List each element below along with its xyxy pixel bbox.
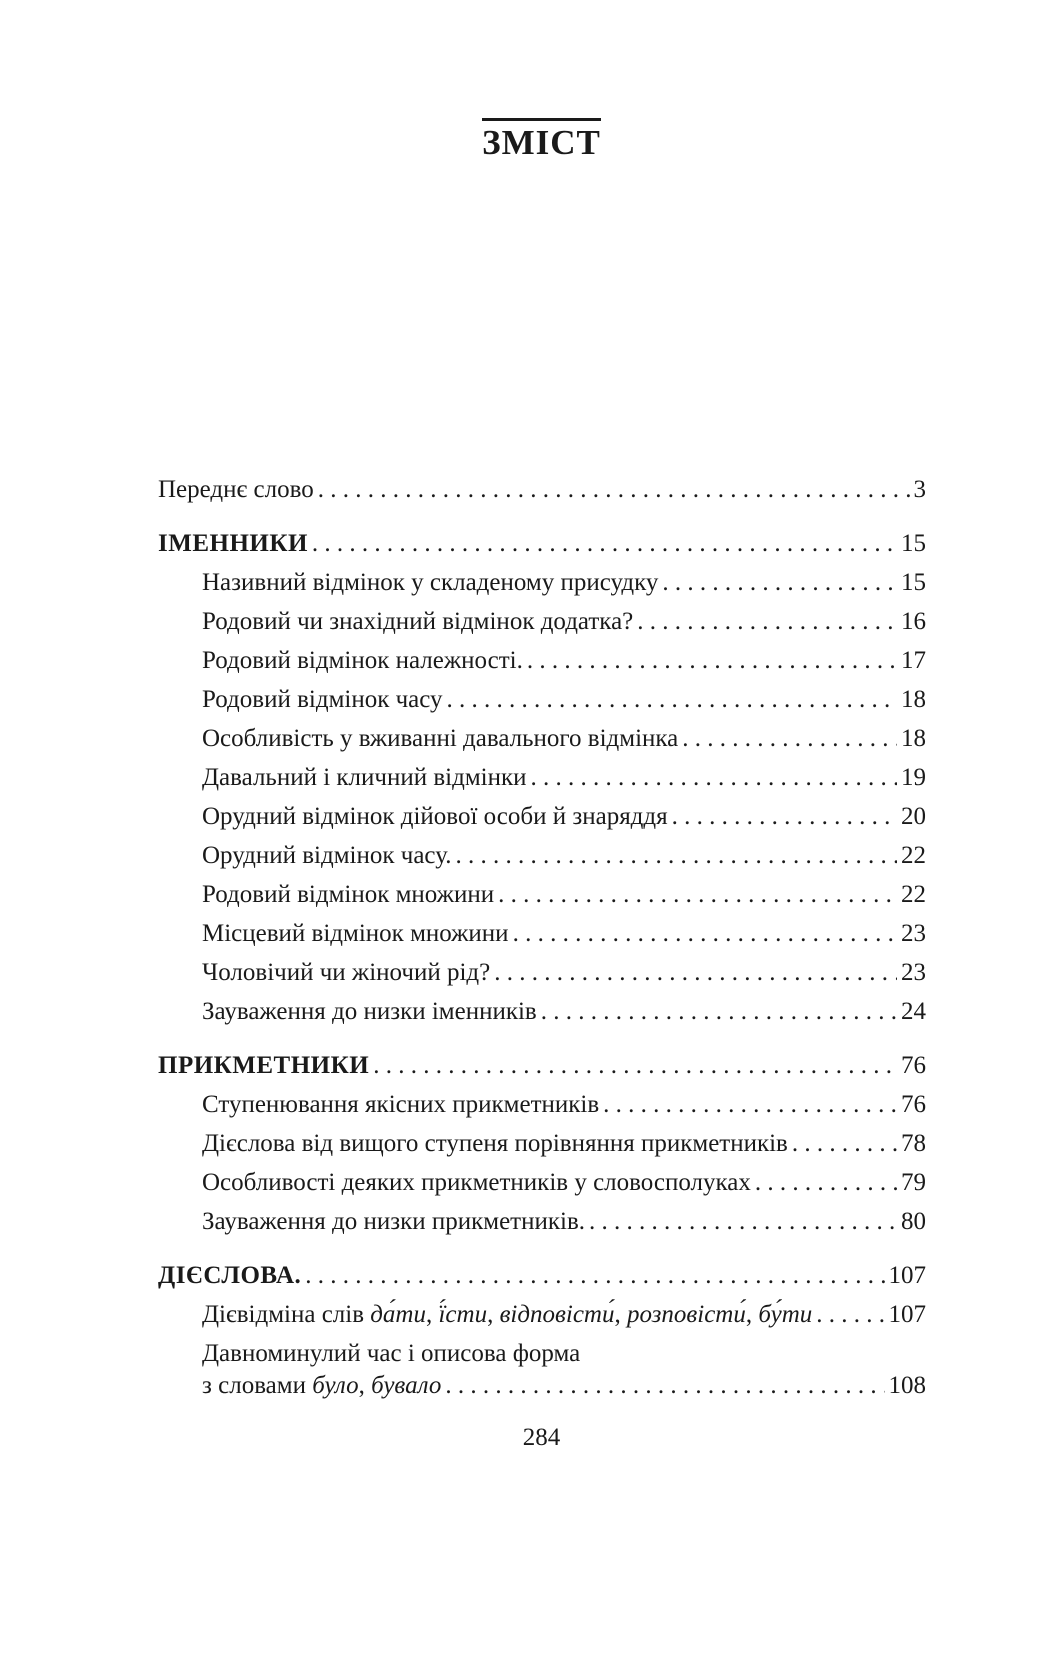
entry-title xyxy=(202,1085,599,1124)
entry-title xyxy=(202,602,633,641)
entry-title-part: Переднє слово xyxy=(158,476,314,503)
entry-title-part: Ступенювання якісних прикметників xyxy=(202,1091,600,1118)
dot-leader xyxy=(816,1295,884,1334)
entry-title xyxy=(202,875,494,914)
toc-entry[interactable] xyxy=(158,953,926,992)
dot-leader xyxy=(498,875,897,914)
dot-leader xyxy=(445,1366,884,1405)
entry-title xyxy=(202,1202,585,1241)
toc-entry[interactable] xyxy=(158,719,926,758)
entry-title xyxy=(202,1124,788,1163)
entry-title-part: Орудний відмінок дійової особи й знаряддя xyxy=(202,803,668,830)
dot-leader xyxy=(662,563,897,602)
entry-page: 17 xyxy=(901,647,926,674)
entry-title-part: Орудний відмінок часу. xyxy=(202,842,452,869)
entry-page: 15 xyxy=(901,530,926,557)
toc-entry-multiline[interactable] xyxy=(158,1334,926,1404)
entry-title xyxy=(202,1295,812,1334)
toc-entry[interactable] xyxy=(158,836,926,875)
toc-entry[interactable] xyxy=(158,1295,926,1334)
entry-title-part: да́ти xyxy=(370,1301,426,1328)
entry-title-part: Родовий відмінок множини xyxy=(202,881,495,908)
page-title-wrap xyxy=(0,118,1063,163)
toc-entry[interactable] xyxy=(158,1202,926,1241)
dot-leader xyxy=(305,1256,884,1295)
entry-title-part: Місцевий відмінок множини xyxy=(202,920,509,947)
entry-page: 23 xyxy=(901,920,926,947)
entry-title-part: Зауваження до низки іменників xyxy=(202,998,537,1025)
entry-title xyxy=(202,1163,751,1202)
entry-title-part: розповісти́ xyxy=(626,1301,746,1328)
entry-title-part: Давальний і кличний відмінки xyxy=(202,764,527,791)
dot-leader xyxy=(541,992,897,1031)
entry-page: 16 xyxy=(901,608,926,635)
toc-entry[interactable] xyxy=(158,602,926,641)
entry-title-part: ПРИКМЕТНИКИ xyxy=(158,1052,370,1079)
entry-title-part: , xyxy=(745,1301,759,1328)
entry-title xyxy=(202,914,509,953)
entry-title xyxy=(158,1046,369,1085)
page-title: ЗМІСТ xyxy=(482,118,601,163)
entry-title-part: Особливість у вживанні давального відмінка xyxy=(202,725,679,752)
entry-title-part: , xyxy=(614,1301,627,1328)
dot-leader xyxy=(589,1202,897,1241)
entry-title xyxy=(202,953,490,992)
entry-title-part: , xyxy=(358,1372,372,1399)
dot-leader xyxy=(494,953,897,992)
toc-entry[interactable] xyxy=(158,992,926,1031)
entry-title-part: з словами xyxy=(202,1372,313,1399)
dot-leader xyxy=(527,641,897,680)
entry-title xyxy=(202,797,668,836)
toc-entry[interactable] xyxy=(158,1046,926,1085)
entry-title xyxy=(202,992,537,1031)
entry-title-part: бу́ти xyxy=(758,1301,813,1328)
entry-title-part: ІМЕННИКИ xyxy=(158,530,308,557)
entry-title-part: Дієслова від вищого ступеня порівняння прикметників xyxy=(202,1130,788,1157)
entry-title-part: бувало xyxy=(371,1372,442,1399)
dot-leader xyxy=(373,1046,897,1085)
toc-entry[interactable] xyxy=(158,470,926,509)
entry-title-part: , xyxy=(425,1301,439,1328)
entry-title-part: Чоловічий чи жіночий рід? xyxy=(202,959,491,986)
toc-entry[interactable] xyxy=(158,1124,926,1163)
entry-page: 79 xyxy=(901,1169,926,1196)
dot-leader xyxy=(682,719,897,758)
dot-leader xyxy=(637,602,897,641)
entry-page: 107 xyxy=(888,1301,926,1328)
entry-page: 22 xyxy=(901,842,926,869)
entry-page: 107 xyxy=(888,1262,926,1289)
entry-title xyxy=(202,836,451,875)
dot-leader xyxy=(672,797,897,836)
entry-title xyxy=(202,641,523,680)
entry-title-part: Особливості деяких прикметників у словосполуках xyxy=(202,1169,751,1196)
toc-entry[interactable] xyxy=(158,563,926,602)
dot-leader xyxy=(447,680,897,719)
entry-page: 23 xyxy=(901,959,926,986)
entry-title-line1: Давноминулий час і описова форма xyxy=(202,1340,581,1367)
entry-title xyxy=(202,758,527,797)
entry-page: 18 xyxy=(901,725,926,752)
entry-title-part: , xyxy=(487,1301,500,1328)
toc-entry[interactable] xyxy=(158,680,926,719)
entry-page: 20 xyxy=(901,803,926,830)
entry-title xyxy=(202,563,658,602)
entry-title xyxy=(202,680,443,719)
dot-leader xyxy=(792,1124,897,1163)
entry-title-part: ДІЄСЛОВА. xyxy=(158,1262,302,1289)
entry-page: 18 xyxy=(901,686,926,713)
dot-leader xyxy=(603,1085,897,1124)
entry-page: 15 xyxy=(901,569,926,596)
entry-title-part: було xyxy=(312,1372,359,1399)
toc-entry[interactable] xyxy=(158,758,926,797)
entry-page: 80 xyxy=(901,1208,926,1235)
toc-entry[interactable] xyxy=(158,875,926,914)
entry-page: 76 xyxy=(901,1052,926,1079)
entry-title-part: Родовий відмінок часу xyxy=(202,686,443,713)
dot-leader xyxy=(312,524,897,563)
entry-title-part: Дієвідміна слів xyxy=(202,1301,371,1328)
page-number: 284 xyxy=(522,1424,561,1451)
entry-title xyxy=(202,719,678,758)
entry-title xyxy=(202,1366,441,1405)
toc-entry[interactable] xyxy=(158,1256,926,1295)
dot-leader xyxy=(755,1163,897,1202)
entry-title-part: Називний відмінок у складеному присудку xyxy=(202,569,659,596)
entry-title xyxy=(158,470,314,509)
entry-title-part: відповісти́ xyxy=(499,1301,615,1328)
entry-title-part: Зауваження до низки прикметників. xyxy=(202,1208,585,1235)
toc-entry[interactable] xyxy=(158,641,926,680)
dot-leader xyxy=(318,470,910,509)
dot-leader xyxy=(513,914,897,953)
entry-page: 78 xyxy=(901,1130,926,1157)
entry-page: 19 xyxy=(901,764,926,791)
toc-entry[interactable] xyxy=(158,1163,926,1202)
entry-page: 3 xyxy=(913,476,926,503)
entry-page: 22 xyxy=(901,881,926,908)
dot-leader xyxy=(531,758,898,797)
table-of-contents xyxy=(158,470,926,1404)
entry-title xyxy=(158,524,308,563)
entry-page: 76 xyxy=(901,1091,926,1118)
entry-page: 24 xyxy=(901,998,926,1025)
entry-title-part: Родовий чи знахідний відмінок додатка? xyxy=(202,608,634,635)
toc-entry[interactable] xyxy=(202,1366,926,1404)
entry-title-part: ї́сти xyxy=(438,1301,488,1328)
entry-page: 108 xyxy=(888,1372,926,1399)
toc-entry[interactable] xyxy=(158,1085,926,1124)
entry-title-part: Родовий відмінок належності. xyxy=(202,647,523,674)
toc-entry[interactable] xyxy=(158,797,926,836)
dot-leader xyxy=(455,836,897,875)
toc-entry[interactable] xyxy=(158,524,926,563)
entry-title xyxy=(158,1256,301,1295)
toc-entry[interactable] xyxy=(158,914,926,953)
